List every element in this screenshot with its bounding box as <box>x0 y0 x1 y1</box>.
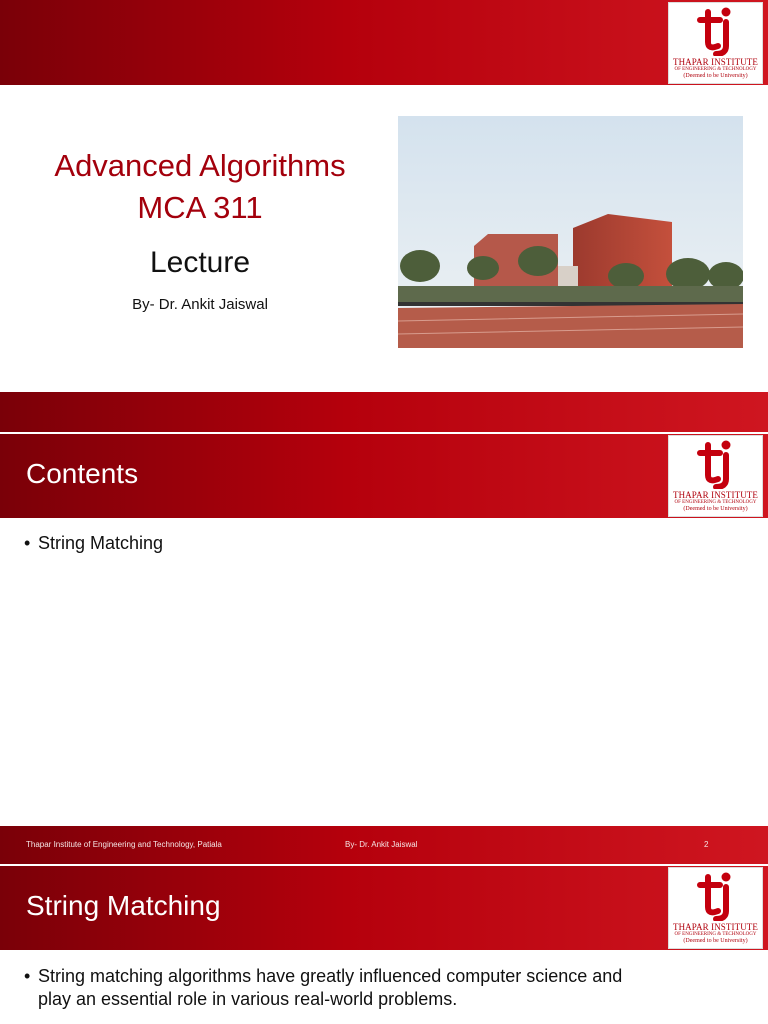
slide1-subtitle: Lecture <box>149 246 251 279</box>
slide1-author: By- Dr. Ankit Jaiswal <box>132 296 268 313</box>
bullet-text-line2: play an essential role in various real-world problems. <box>38 989 458 1009</box>
footer-author: By- Dr. Ankit Jaiswal <box>345 840 418 849</box>
list-item <box>24 965 744 1011</box>
slide1-header-band <box>0 0 768 85</box>
ti-logo-icon <box>696 871 736 921</box>
bullet-dot: • <box>24 966 31 986</box>
logo-name: THAPAR INSTITUTE <box>672 922 759 932</box>
footer-page-number: 2 <box>704 840 709 849</box>
slide2-title: Contents <box>26 458 139 489</box>
logo-name: THAPAR INSTITUTE <box>672 490 759 500</box>
footer-institute: Thapar Institute of Engineering and Technology, Patiala <box>26 840 222 849</box>
institute-logo <box>668 2 763 84</box>
campus-photo <box>398 116 743 348</box>
ti-logo-icon <box>696 439 736 489</box>
ti-logo-icon <box>696 6 736 56</box>
logo-deemed: (Deemed to be University) <box>683 506 748 512</box>
institute-logo <box>668 867 763 949</box>
logo-subtitle: OF ENGINEERING & TECHNOLOGY <box>674 67 757 72</box>
institute-logo <box>668 435 763 517</box>
slide1-title-line1: Advanced Algorithms <box>54 148 346 183</box>
bullet-text: String Matching <box>38 533 164 553</box>
slide1-title-line2: MCA 311 <box>137 190 263 225</box>
slide2-top-band <box>0 392 768 432</box>
list-item <box>24 533 163 554</box>
logo-subtitle: OF ENGINEERING & TECHNOLOGY <box>674 500 757 505</box>
bullet-dot: • <box>24 533 31 553</box>
logo-name: THAPAR INSTITUTE <box>672 57 759 67</box>
bullet-text-line1: String matching algorithms have greatly influenced computer science and <box>38 966 623 986</box>
slide3-title: String Matching <box>26 890 221 921</box>
logo-subtitle: OF ENGINEERING & TECHNOLOGY <box>674 932 757 937</box>
logo-deemed: (Deemed to be University) <box>683 938 748 944</box>
logo-deemed: (Deemed to be University) <box>683 73 748 79</box>
